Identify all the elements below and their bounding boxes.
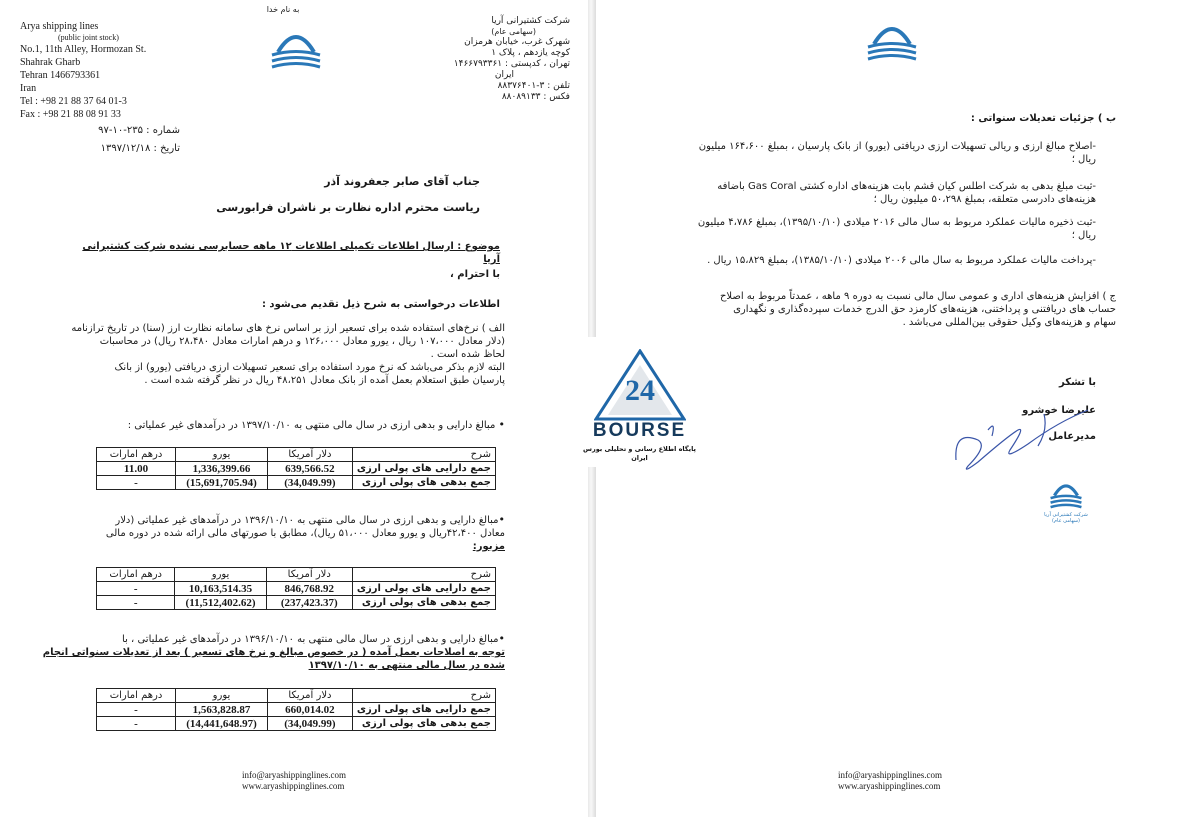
fx-table-1396-restated xyxy=(96,688,496,731)
col-header-usd: دلار آمریکا xyxy=(266,568,352,582)
cell-usd: 639,566.52 xyxy=(267,462,352,476)
bullet-text: مبالغ دارایی و بدهی ارزی در سال مالی منتهی به ۱۳۹۶/۱۰/۱۰ در درآمدهای غیر عملیاتی (دلار xyxy=(115,515,499,526)
cell-usd: (237,423.37) xyxy=(266,596,352,610)
cell-label: جمع بدهی های پولی ارزی xyxy=(352,476,495,490)
paragraph-line: پارسیان طبق استعلام بعمل آمده از بانک معادل ۴۸،۲۵۱ ریال در نظر گرفته شده است . xyxy=(144,375,505,386)
company-stock-fa: (سهامی عام) xyxy=(491,27,536,36)
footer-email[interactable]: info@aryashippinglines.com xyxy=(838,770,943,780)
fx-table-1396 xyxy=(96,567,496,610)
cell-aed: - xyxy=(97,717,176,731)
table-header-row xyxy=(97,689,496,703)
cell-eur: (11,512,402.62) xyxy=(175,596,266,610)
bismillah-caption: به نام خدا xyxy=(266,5,300,14)
paragraph-line: ج ) افزایش هزینه‌های اداری و عمومی سال مالی نسبت به دوره ۹ ماهه ، عمدتاً مربوط به اصلاح xyxy=(719,291,1116,302)
watermark-tagline: پایگاه اطلاع رسانی و تحلیلی بورس ایران xyxy=(583,445,696,462)
phone-fa: تلفن : ۳-۸۸۳۷۶۴۰۱ xyxy=(497,81,570,91)
table-row xyxy=(97,703,496,717)
cell-label: جمع دارایی های پولی ارزی xyxy=(352,582,495,596)
cell-eur: 10,163,514.35 xyxy=(175,582,266,596)
bullet-3 xyxy=(42,632,505,672)
cell-aed: - xyxy=(97,596,175,610)
address-line-fa: تهران ، کدپستی : ۱۴۶۶۷۹۳۳۶۱ xyxy=(453,59,570,69)
watermark-brand: BOURSE xyxy=(592,420,687,441)
table-header-row xyxy=(97,448,496,462)
paragraph-line: لحاظ شده است . xyxy=(430,349,505,360)
paragraph-line: سهام و هزینه‌های وکیل حقوقی بین‌المللی می‌باشد . xyxy=(902,317,1116,328)
paragraph-line: (دلار معادل ۱۰۷،۰۰۰ ریال ، یورو معادل ۱۲۶،۰۰۰ و درهم امارات معادل ۲۸،۴۸۰ ریال) در محاسبات xyxy=(99,336,505,347)
bullet-text: مزبور: xyxy=(472,541,505,552)
cell-label: جمع دارایی های پولی ارزی xyxy=(352,703,495,717)
paragraph-line: الف ) نرخ‌های استفاده شده برای تسعیر ارز بر اساس نرخ های سامانه نظارت ارز (سنا) در تاریخ ترازنامه xyxy=(71,323,505,334)
intro-line: اطلاعات درخواستی به شرح ذیل تقدیم می‌شود : xyxy=(261,299,500,310)
col-header-usd: دلار آمریکا xyxy=(267,689,352,703)
cell-aed: 11.00 xyxy=(97,462,176,476)
list-item-line: -پرداخت مالیات عملکرد مربوط به سال مالی ۲۰۰۶ میلادی (۱۳۸۵/۱۰/۱۰)، بمبلغ ۱۵،۸۲۹ ریال . xyxy=(707,255,1096,266)
handwritten-signature-icon xyxy=(948,400,1098,480)
col-header-aed: درهم امارات xyxy=(97,568,175,582)
cell-label: جمع دارایی های پولی ارزی xyxy=(352,462,495,476)
cell-usd: (34,049.99) xyxy=(267,476,352,490)
fax-fa: فکس : ۸۸۰۸۹۱۳۳ xyxy=(501,92,570,102)
col-header-aed: درهم امارات xyxy=(97,689,176,703)
company-stock-en: (public joint stock) xyxy=(58,33,119,42)
address-line: Shahrak Gharb xyxy=(20,57,81,68)
list-item-line: -ثبت ذخیره مالیات عملکرد مربوط به سال مالی ۲۰۱۶ میلادی (۱۳۹۵/۱۰/۱۰)، بمبلغ ۴،۷۸۶ میلیون xyxy=(697,217,1096,228)
cell-eur: (14,441,648.97) xyxy=(176,717,268,731)
cell-label: جمع بدهی های پولی ارزی xyxy=(352,596,495,610)
company-stamp-logo-icon xyxy=(1048,476,1084,510)
company-name-fa: شرکت کشتیرانی آریا xyxy=(491,16,570,26)
letter-page-1 xyxy=(0,0,588,817)
footer-email[interactable]: info@aryashippinglines.com xyxy=(242,770,347,780)
col-header-desc: شرح xyxy=(352,689,495,703)
address-line-fa: ایران xyxy=(494,70,514,80)
table-row xyxy=(97,596,496,610)
col-header-eur: یورو xyxy=(175,568,266,582)
bourse24-watermark xyxy=(574,337,705,467)
list-item-line: هزینه‌های دادرسی متعلقه، بمبلغ ۵۰،۲۹۸ میلیون ریال ؛ xyxy=(873,194,1096,205)
addressee-title: ریاست محترم اداره نظارت بر ناشران فرابورسی xyxy=(216,201,480,214)
bullet-dot-icon: • xyxy=(498,632,505,645)
bullet-text: شده در سال مالی منتهی به ۱۳۹۷/۱۰/۱۰ xyxy=(308,660,505,671)
cell-eur: 1,336,399.66 xyxy=(176,462,268,476)
signer-title: مدیرعامل xyxy=(1048,431,1096,442)
address-line: Tehran 1466793361 xyxy=(20,70,101,81)
table-row xyxy=(97,717,496,731)
table-row xyxy=(97,582,496,596)
letter-subject: موضوع : ارسال اطلاعات تکمیلی اطلاعات ۱۲ ماهه حسابرسی نشده شرکت کشتیرانی آریا xyxy=(82,241,500,265)
bullet-text: مبالغ دارایی و بدهی ارزی در سال مالی منتهی به ۱۳۹۷/۱۰/۱۰ در درآمدهای غیر عملیاتی : xyxy=(127,420,496,431)
stamp-caption: شرکت کشتیرانی آریا (سهامی عام) xyxy=(1044,512,1088,524)
letter-date: تاریخ : ۱۳۹۷/۱۲/۱۸ xyxy=(100,143,180,154)
col-header-usd: دلار آمریکا xyxy=(267,448,352,462)
col-header-desc: شرح xyxy=(352,568,495,582)
closing-thanks: با تشکر xyxy=(1059,377,1096,388)
address-line-fa: کوچه یازدهم ، پلاک ۱ xyxy=(491,48,570,58)
bullet-1 xyxy=(80,418,505,432)
list-item-line: ریال ؛ xyxy=(1071,154,1096,165)
table-row xyxy=(97,462,496,476)
bullet-2 xyxy=(70,513,505,553)
list-item-line: ریال ؛ xyxy=(1071,230,1096,241)
paragraph-line: البته لازم بذکر می‌باشد که نرخ مورد استفاده برای تسعیر تسهیلات ارزی دریافتی (یورو) از بانک xyxy=(114,362,505,373)
table-header-row xyxy=(97,568,496,582)
cell-eur: 1,563,828.87 xyxy=(176,703,268,717)
company-logo-icon xyxy=(268,22,324,74)
company-address-en xyxy=(20,20,190,121)
cell-aed: - xyxy=(97,582,175,596)
company-address-fa xyxy=(420,16,570,103)
footer-website[interactable]: www.aryashippinglines.com xyxy=(838,781,941,791)
section-b-title: ب ) جزئیات تعدیلات سنواتی : xyxy=(970,113,1116,124)
list-item-line: -ثبت مبلغ بدهی به شرکت اطلس کیان قشم بابت هزینه‌های اداره کشتی Gas Coral باضافه xyxy=(717,181,1096,192)
letter-number: شماره : ۲۳۵-۱۰-۹۷ xyxy=(98,125,180,136)
fx-table-1397 xyxy=(96,447,496,490)
list-item xyxy=(656,216,1096,254)
addressee-name: جناب آقای صابر جعفروند آذر xyxy=(324,175,480,188)
list-item xyxy=(656,140,1096,180)
address-line-fa: شهرک غرب، خیابان هرمزان xyxy=(464,37,570,47)
paragraph-line: حساب های دریافتنی و پرداختنی، هزینه‌های کارمزد حق الدرج خدمات سپرده‌گذاری و نگهداری xyxy=(733,304,1116,315)
signer-name: علیرضا خوشرو xyxy=(1022,405,1096,416)
bullet-dot-icon: • xyxy=(498,418,505,431)
col-header-eur: یورو xyxy=(176,448,268,462)
cell-label: جمع بدهی های پولی ارزی xyxy=(352,717,495,731)
col-header-desc: شرح xyxy=(352,448,495,462)
bullet-text: توجه به اصلاحات بعمل آمده ( در خصوص مبالغ و نرخ های تسعیر ) بعد از تعدیلات سنواتی انجام xyxy=(42,647,505,658)
col-header-eur: یورو xyxy=(176,689,268,703)
bullet-text: معادل ۴۲،۴۰۰ریال و یورو معادل ۵۱،۰۰۰ ریال)، مطابق با صورتهای مالی ارائه شده در دوره مالی xyxy=(105,528,505,539)
cell-usd: (34,049.99) xyxy=(267,717,352,731)
address-line: No.1, 11th Alley, Hormozan St. xyxy=(20,44,147,55)
bullet-dot-icon: • xyxy=(498,513,505,526)
list-item-line: -اصلاح مبالغ ارزی و ریالی تسهیلات ارزی دریافتی (یورو) از بانک پارسیان ، بمبلغ ۱۶۴،۶۰۰ میلیون xyxy=(698,141,1096,152)
cell-aed: - xyxy=(97,476,176,490)
company-logo-icon xyxy=(864,14,920,66)
company-name-en: Arya shipping lines xyxy=(20,21,99,32)
watermark-number: 24 xyxy=(625,374,655,407)
cell-usd: 846,768.92 xyxy=(266,582,352,596)
footer-website[interactable]: www.aryashippinglines.com xyxy=(242,781,345,791)
cell-usd: 660,014.02 xyxy=(267,703,352,717)
section-j xyxy=(656,290,1116,329)
list-item xyxy=(656,254,1096,267)
cell-aed: - xyxy=(97,703,176,717)
address-line: Iran xyxy=(20,83,37,94)
greeting: با احترام ، xyxy=(450,269,500,280)
bullet-text: مبالغ دارایی و بدهی ارزی در سال مالی منتهی به ۱۳۹۶/۱۰/۱۰ در درآمدهای غیر عملیاتی ، با xyxy=(122,634,499,645)
list-item xyxy=(656,180,1096,216)
phone-en: Tel : +98 21 88 37 64 01-3 xyxy=(20,96,127,107)
fax-en: Fax : +98 21 88 08 91 33 xyxy=(20,109,121,120)
adjustments-list xyxy=(656,140,1096,267)
col-header-aed: درهم امارات xyxy=(97,448,176,462)
table-row xyxy=(97,476,496,490)
paragraph-alef xyxy=(71,322,505,387)
cell-eur: (15,691,705.94) xyxy=(176,476,268,490)
